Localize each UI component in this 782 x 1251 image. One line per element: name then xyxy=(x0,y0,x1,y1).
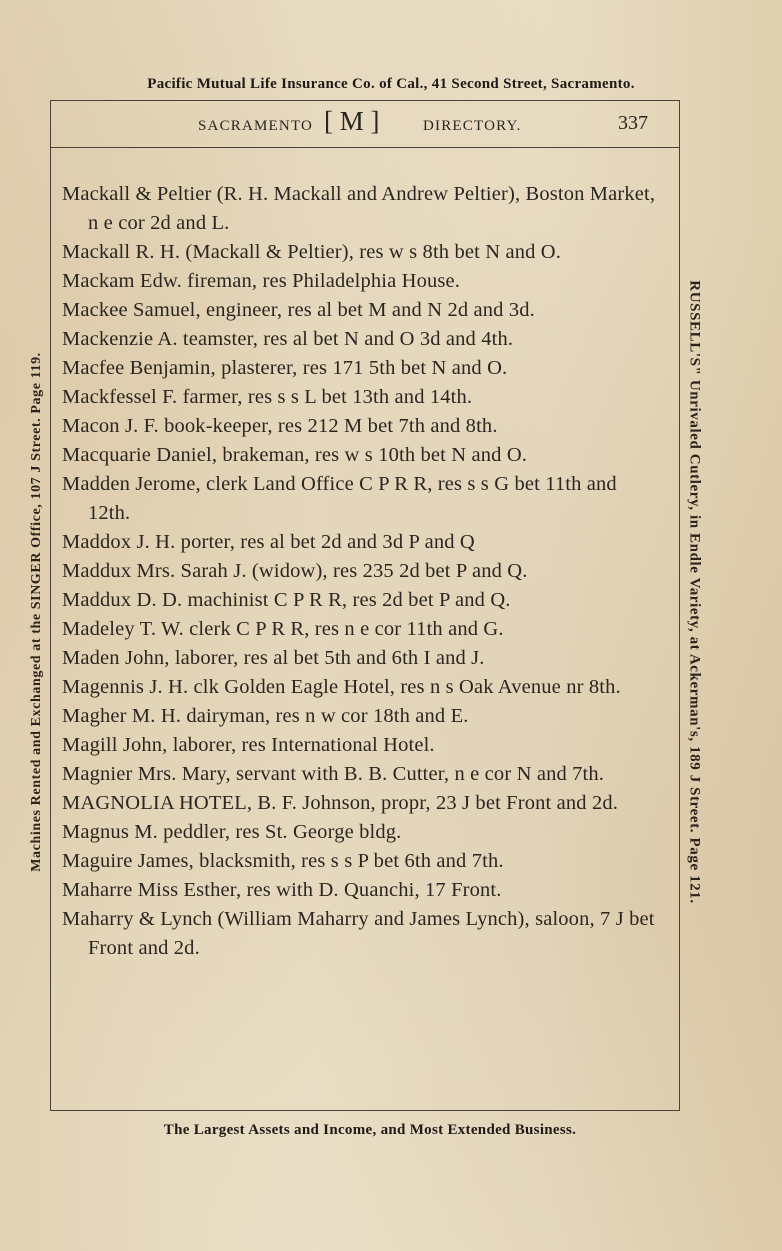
directory-entry: Madeley T. W. clerk C P R R, res n e cor 11th and G. xyxy=(62,618,504,640)
directory-entry: MAGNOLIA HOTEL, B. F. Johnson, propr, 23 J bet Front and 2d. xyxy=(62,792,619,814)
directory-entry: Maddux Mrs. Sarah J. (widow), res 235 2d bet P and Q. xyxy=(62,560,528,582)
directory-entry: Mackee Samuel, engineer, res al bet M and N 2d and 3d. xyxy=(62,299,535,321)
top-advertisement: Pacific Mutual Life Insurance Co. of Cal., 41 Second Street, Sacramento. xyxy=(147,76,635,92)
directory-entry: Macquarie Daniel, brakeman, res w s 10th bet N and O. xyxy=(62,444,528,466)
directory-entry: Maguire James, blacksmith, res s s P bet 6th and 7th. xyxy=(62,850,504,872)
directory-entry: Magnus M. peddler, res St. George bldg. xyxy=(62,821,402,843)
header-city: SACRAMENTO xyxy=(198,118,314,134)
directory-entry: Mackfessel F. farmer, res s s L bet 13th and 14th. xyxy=(62,386,473,408)
directory-entry: Mackam Edw. fireman, res Philadelphia House. xyxy=(62,270,461,292)
directory-entry: Maharre Miss Esther, res with D. Quanchi, 17 Front. xyxy=(62,879,502,901)
directory-entry: Magher M. H. dairyman, res n w cor 18th and E. xyxy=(62,705,469,727)
directory-entry: Mackall & Peltier (R. H. Mackall and Andrew Peltier), Boston Market, n e cor 2d and L. xyxy=(62,183,656,234)
directory-entries xyxy=(62,180,662,963)
header-rule xyxy=(50,147,680,148)
header-directory-word: DIRECTORY. xyxy=(423,118,522,134)
right-margin-advertisement: RUSSELL'S" Unrivaled Cutlery, in Endle Variety, at Ackerman's, 189 J Street. Page 121. xyxy=(686,280,703,904)
directory-entry: Magnier Mrs. Mary, servant with B. B. Cutter, n e cor N and 7th. xyxy=(62,763,605,785)
frame-top-rule xyxy=(50,100,680,101)
running-header xyxy=(50,106,680,146)
frame-bottom-rule xyxy=(50,1110,680,1111)
directory-entry: Madden Jerome, clerk Land Office C P R R, res s s G bet 11th and 12th. xyxy=(62,473,617,524)
left-margin-advertisement: Machines Rented and Exchanged at the SINGER Office, 107 J Street. Page 119. xyxy=(29,352,44,872)
directory-entry: Macfee Benjamin, plasterer, res 171 5th bet N and O. xyxy=(62,357,508,379)
directory-entry: Mackenzie A. teamster, res al bet N and O 3d and 4th. xyxy=(62,328,514,350)
directory-entry: Macon J. F. book-keeper, res 212 M bet 7th and 8th. xyxy=(62,415,498,437)
directory-entry: Maddux D. D. machinist C P R R, res 2d bet P and Q. xyxy=(62,589,511,611)
directory-entry: Maddox J. H. porter, res al bet 2d and 3d P and Q xyxy=(62,531,475,553)
directory-entry: Maden John, laborer, res al bet 5th and 6th I and J. xyxy=(62,647,485,669)
directory-entry: Mackall R. H. (Mackall & Peltier), res w s 8th bet N and O. xyxy=(62,241,562,263)
directory-entry: Maharry & Lynch (William Maharry and James Lynch), saloon, 7 J bet Front and 2d. xyxy=(62,908,655,959)
directory-entry: Magill John, laborer, res International Hotel. xyxy=(62,734,435,756)
page-number: 337 xyxy=(618,112,648,134)
directory-entry: Magennis J. H. clk Golden Eagle Hotel, res n s Oak Avenue nr 8th. xyxy=(62,676,621,698)
bottom-advertisement: The Largest Assets and Income, and Most Extended Business. xyxy=(163,1122,577,1138)
header-letter: [ M ] xyxy=(324,106,380,136)
